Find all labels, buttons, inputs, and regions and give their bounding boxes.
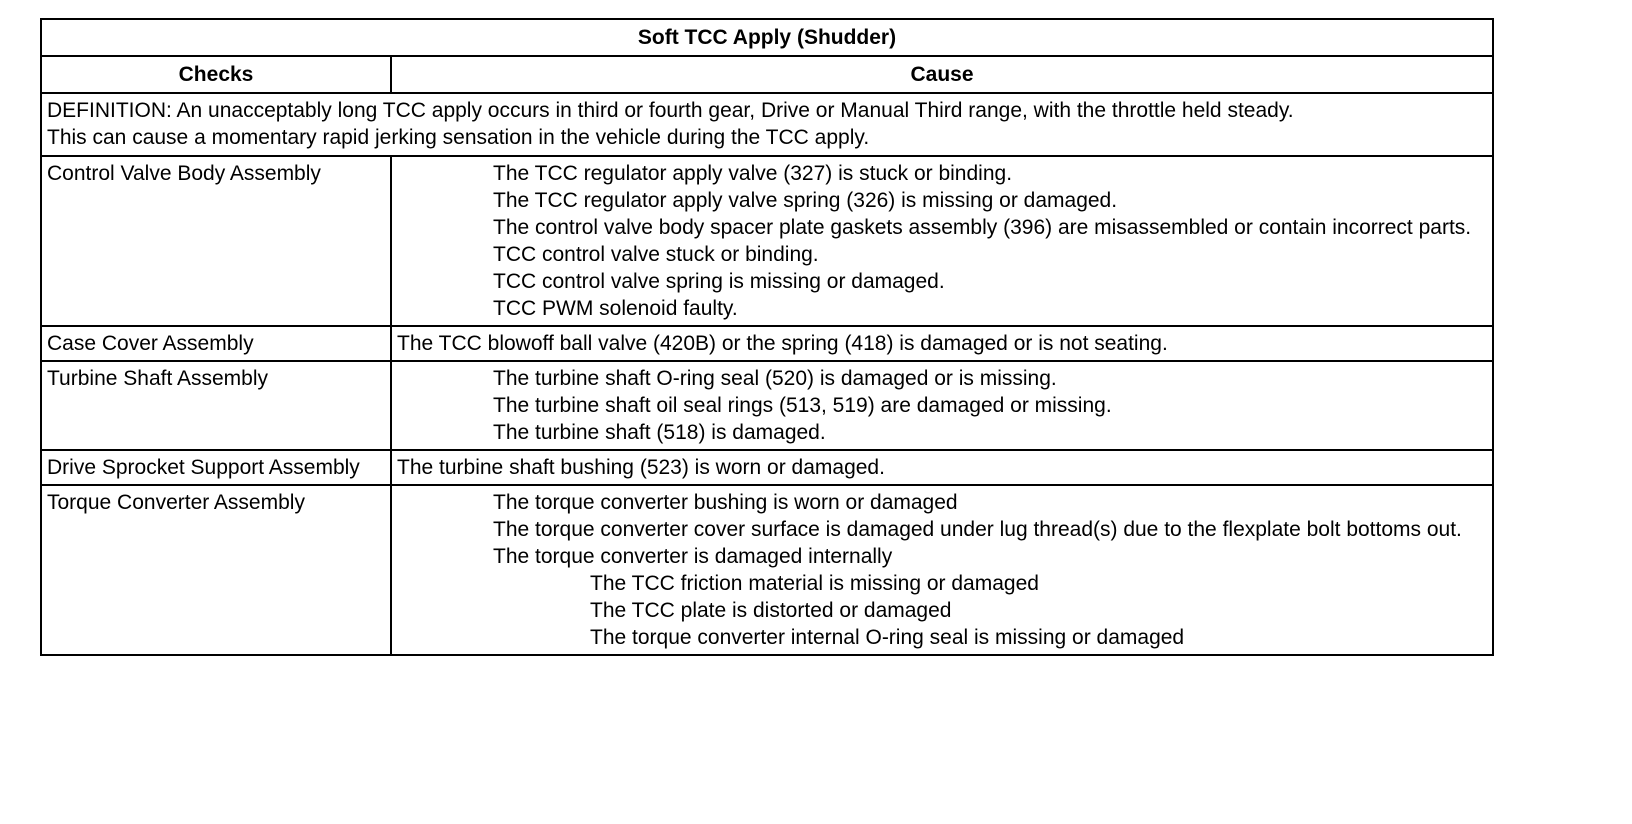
check-cell: Drive Sprocket Support Assembly (41, 450, 391, 485)
cause-line: The turbine shaft bushing (523) is worn or damaged. (397, 456, 885, 479)
cause-subline: The TCC plate is distorted or damaged (590, 599, 952, 622)
cause-cell (391, 156, 1493, 326)
cause-header: Cause (391, 56, 1493, 93)
cause-line: The torque converter cover surface is damaged under lug thread(s) due to the flexplate bolt bottoms out. (493, 518, 1462, 541)
cause-cell (391, 326, 1493, 361)
check-cell: Control Valve Body Assembly (41, 156, 391, 326)
table-row (41, 361, 1493, 450)
check-cell: Torque Converter Assembly (41, 485, 391, 655)
definition-cell (41, 93, 1493, 156)
cause-line: The control valve body spacer plate gaskets assembly (396) are misassembled or contain incorrect parts. (493, 216, 1472, 239)
diagnostic-table (40, 18, 1494, 656)
cause-cell (391, 450, 1493, 485)
cause-subline: The TCC friction material is missing or damaged (590, 572, 1039, 595)
definition-row (41, 93, 1493, 156)
cause-cell (391, 485, 1493, 655)
cause-line: The torque converter is damaged internally (493, 545, 893, 568)
check-cell: Turbine Shaft Assembly (41, 361, 391, 450)
checks-header: Checks (41, 56, 391, 93)
table-title: Soft TCC Apply (Shudder) (41, 19, 1493, 56)
cause-line: The turbine shaft oil seal rings (513, 519) are damaged or missing. (493, 394, 1112, 417)
table-row (41, 156, 1493, 326)
cause-line: TCC control valve stuck or binding. (493, 243, 819, 266)
table-row (41, 450, 1493, 485)
table-row (41, 326, 1493, 361)
header-row (41, 56, 1493, 93)
cause-line: TCC control valve spring is missing or damaged. (493, 270, 945, 293)
cause-line: TCC PWM solenoid faulty. (493, 297, 738, 320)
definition-line: This can cause a momentary rapid jerking sensation in the vehicle during the TCC apply. (47, 126, 870, 149)
cause-line: The TCC regulator apply valve (327) is stuck or binding. (493, 162, 1013, 185)
cause-line: The TCC blowoff ball valve (420B) or the spring (418) is damaged or is not seating. (397, 332, 1168, 355)
table-row (41, 485, 1493, 655)
check-cell: Case Cover Assembly (41, 326, 391, 361)
cause-line: The torque converter bushing is worn or damaged (493, 491, 958, 514)
cause-subline: The torque converter internal O-ring seal is missing or damaged (590, 626, 1185, 649)
title-row (41, 19, 1493, 56)
cause-line: The turbine shaft O-ring seal (520) is damaged or is missing. (493, 367, 1057, 390)
cause-cell (391, 361, 1493, 450)
cause-line: The turbine shaft (518) is damaged. (493, 421, 826, 444)
cause-line: The TCC regulator apply valve spring (326) is missing or damaged. (493, 189, 1118, 212)
definition-line: DEFINITION: An unacceptably long TCC apply occurs in third or fourth gear, Drive or Manual Third range, with the throttle held steady. (47, 99, 1294, 122)
